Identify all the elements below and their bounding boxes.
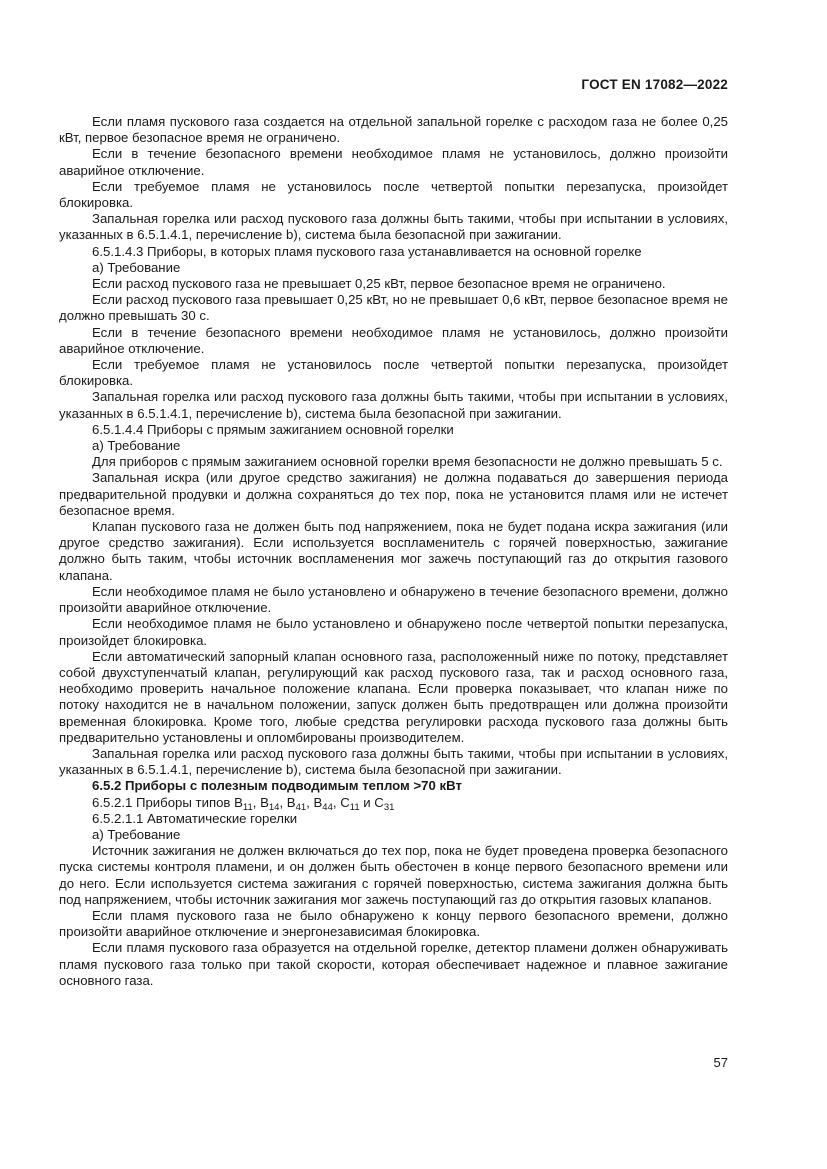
clause-text: и C [359,794,384,810]
clause-text: , C [332,794,350,810]
type-subscript: 41 [295,801,307,813]
paragraph: Для приборов с прямым зажиганием основной горелки время безопасности не должно превышать 5 с. [92,454,723,470]
paragraph: Клапан пускового газа не должен быть под напряжением, пока не будет подана искра зажигания (или другое средство зажигания). Если используется воспламенитель с горячей поверхностью, зажигание должно быть таким, чтобы источник воспламенения мог зажечь поступающий газ до открытия газового клапана. [59,519,728,583]
clause-heading: 6.5.1.4.4 Приборы с прямым зажиганием основной горелки [92,421,454,437]
paragraph: Если автоматический запорный клапан основного газа, расположенный ниже по потоку, представляет собой двухступенчатый клапан, регулирующий как расход пускового газа, так и расход основного газа, необходимо проверить начальное положение клапана. Если проверка показывает, что клапан ниже по потоку находится не в начальном положении, запуск должен быть предотвращен или должна произойти временная блокировка. Кроме того, любые средства регулировки расхода пускового газа должны быть предварительно установлены и опломбированы производителем. [59,648,728,745]
type-subscript: 11 [242,801,253,813]
document-body [59,114,728,989]
paragraph: Если пламя пускового газа образуется на отдельной горелке, детектор пламени должен обнаруживать пламя пускового газа только при такой скорости, которая обеспечивает надежное и плавное зажигание основного газа. [59,940,728,988]
page-number: 57 [713,1055,728,1070]
type-subscript: 44 [322,801,333,813]
type-subscript: 31 [383,801,395,813]
list-item: а) Требование [92,438,181,454]
list-item: а) Требование [92,259,181,275]
type-subscript: 11 [349,801,360,813]
paragraph: Запальная горелка или расход пускового газа должны быть такими, чтобы при испытании в условиях, указанных в 6.5.1.4.1, перечисление b), система была безопасной при зажигании. [59,745,728,778]
clause-text: , B [279,794,296,810]
paragraph: Запальная горелка или расход пускового газа должны быть такими, чтобы при испытании в условиях, указанных в 6.5.1.4.1, перечисление b), система была безопасной при зажигании. [59,211,728,243]
paragraph: Если требуемое пламя не установилось после четвертой попытки перезапуска, произойдет блокировка. [59,178,728,211]
paragraph: Если в течение безопасного времени необходимое пламя не установилось, должно произойти аварийное отключение. [59,324,728,356]
paragraph: Если требуемое пламя не установилось после четвертой попытки перезапуска, произойдет блокировка. [59,357,728,389]
paragraph: Если необходимое пламя не было установлено и обнаружено в течение безопасного времени, должно произойти аварийное отключение. [59,583,728,616]
paragraph: Если в течение безопасного времени необходимое пламя не установилось, должно произойти аварийное отключение. [59,146,728,178]
paragraph: Если пламя пускового газа создается на отдельной запальной горелке с расходом газа не более 0,25 кВт, первое безопасное время не ограничено. [59,114,728,146]
paragraph: Запальная горелка или расход пускового газа должны быть такими, чтобы при испытании в условиях, указанных в 6.5.1.4.1, перечисление b), система была безопасной при зажигании. [59,389,728,421]
clause-text: , B [252,794,269,810]
paragraph: Запальная искра (или другое средство зажигания) не должна подаваться до завершения периода предварительной продувки и должна сохраняться до тех пор, пока не установится пламя или не истечет безопасное время. [59,470,728,518]
appliance-types-clause [59,795,728,811]
paragraph: Если расход пускового газа не превышает 0,25 кВт, первое безопасное время не ограничено. [92,276,666,292]
paragraph: Если необходимое пламя не было установлено и обнаружено после четвертой попытки перезапуска, произойдет блокировка. [59,616,728,648]
section-heading: 6.5.2 Приборы с полезным подводимым теплом >70 кВт [92,778,462,794]
paragraph: Если расход пускового газа превышает 0,25 кВт, но не превышает 0,6 кВт, первое безопасное время не должно превышать 30 с. [59,292,728,324]
clause-heading: 6.5.1.4.3 Приборы, в которых пламя пускового газа устанавливается на основной горелке [92,243,642,259]
document-header: ГОСТ EN 17082—2022 [581,77,728,92]
clause-text: 6.5.2.1 Приборы типов B [92,794,243,810]
paragraph: Если пламя пускового газа не было обнаружено к концу первого безопасного времени, должно произойти аварийное отключение и энергонезависимая блокировка. [59,907,728,940]
clause-text: , B [306,794,323,810]
list-item: а) Требование [92,826,181,842]
type-subscript: 14 [268,801,280,813]
paragraph: Источник зажигания не должен включаться до тех пор, пока не будет проведена проверка безопасного пуска системы контроля пламени, и он должен быть обесточен в конце первого безопасного времени или до него. Если используется система зажигания с горячей поверхностью, система зажигания должна быть под напряжением, чтобы источник зажигания мог зажечь поступающий газ до открытия газовых клапанов. [59,843,728,907]
clause-heading: 6.5.2.1.1 Автоматические горелки [92,810,298,826]
